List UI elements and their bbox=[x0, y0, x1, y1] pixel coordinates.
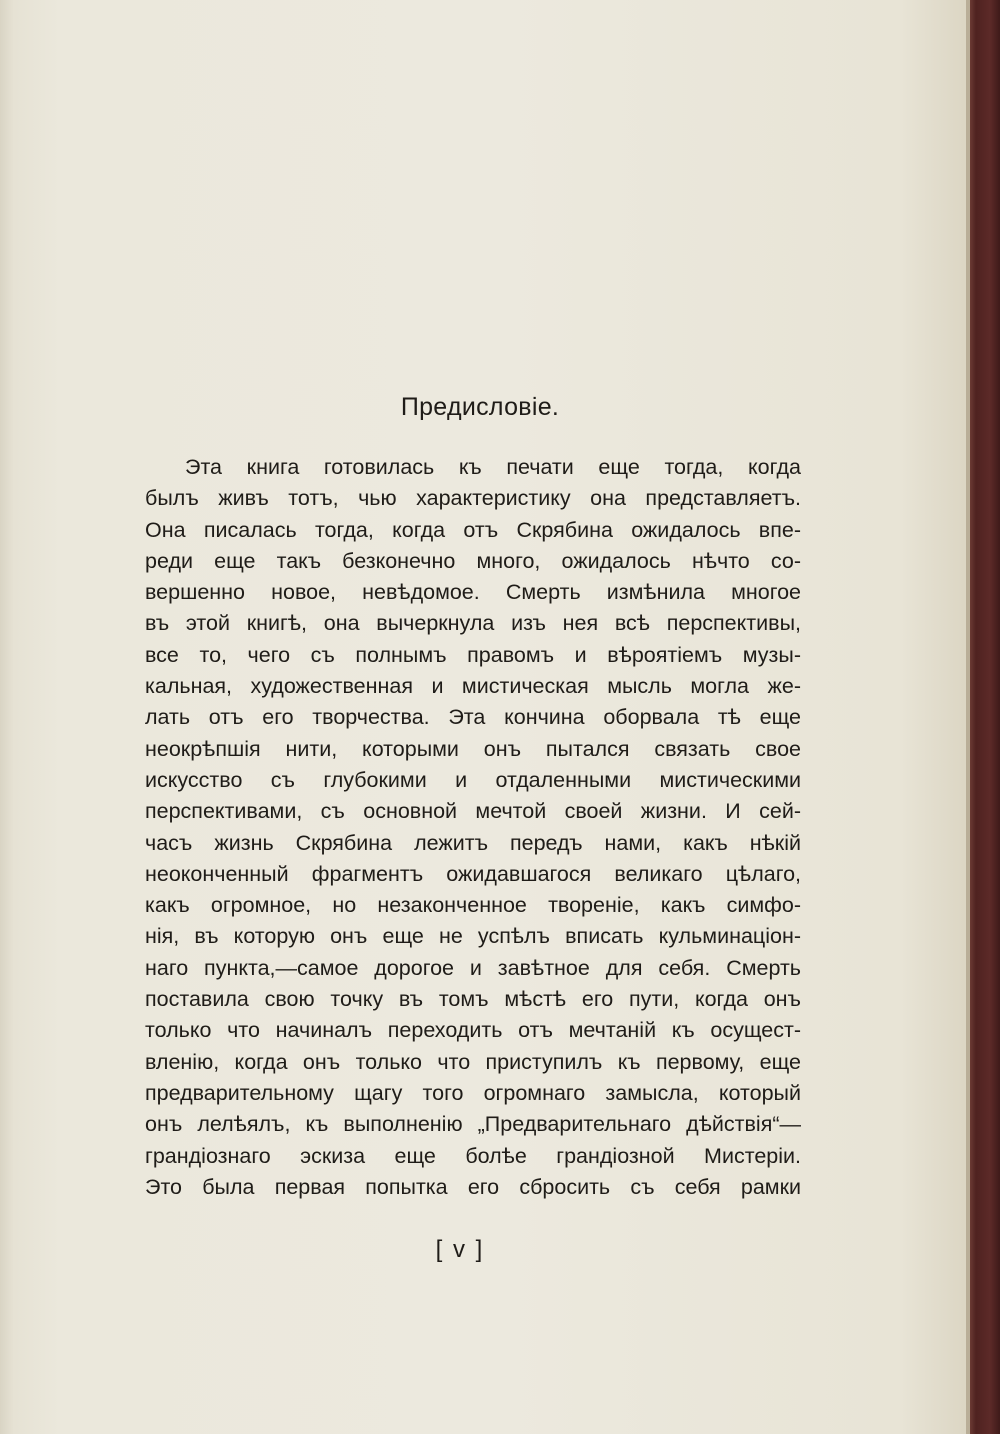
text-line: кальная, художественная и мистическая мысль могла же- bbox=[145, 674, 801, 699]
text-line: былъ живъ тотъ, чью характеристику она представляетъ. bbox=[145, 486, 801, 511]
text-line: вленію, когда онъ только что приступилъ къ первому, еще bbox=[145, 1049, 801, 1074]
text-line: грандіознаго эскиза еще болѣе грандіозной Мистеріи. bbox=[145, 1143, 801, 1168]
text-line: часъ жизнь Скрябина лежитъ передъ нами, какъ нѣкій bbox=[145, 830, 801, 855]
text-line: искусство съ глубокими и отдаленными мистическими bbox=[145, 767, 801, 792]
text-line: реди еще такъ безконечно много, ожидалось нѣчто со- bbox=[145, 548, 801, 573]
text-line: наго пункта,—самое дорогое и завѣтное для себя. Смерть bbox=[145, 955, 801, 980]
text-line: поставила свою точку въ томъ мѣстѣ его пути, когда онъ bbox=[145, 987, 801, 1012]
text-line: лать отъ его творчества. Эта кончина оборвала тѣ еще bbox=[145, 705, 801, 730]
text-line: предварительному щагу того огромнаго замысла, который bbox=[145, 1080, 801, 1105]
text-line: только что начиналъ переходить отъ мечтаній къ осущест- bbox=[145, 1018, 801, 1043]
page-number: [ v ] bbox=[435, 1236, 485, 1263]
text-line: Это была первая попытка его сбросить съ себя рамки bbox=[145, 1174, 801, 1199]
text-line: неокрѣпшія нити, которыми онъ пытался связать свое bbox=[145, 736, 801, 761]
text-line: все то, чего съ полнымъ правомъ и вѣроятіемъ музы- bbox=[145, 642, 801, 667]
text-line: какъ огромное, но незаконченное твореніе, какъ симфо- bbox=[145, 893, 801, 918]
body-text bbox=[145, 452, 801, 1203]
text-line: онъ лелѣялъ, къ выполненію „Предварительнаго дѣйствія“— bbox=[145, 1112, 801, 1137]
book-binding bbox=[970, 0, 1000, 1434]
text-line: Эта книга готовилась къ печати еще тогда, когда bbox=[185, 455, 801, 479]
text-line: Она писалась тогда, когда отъ Скрябина ожидалось впе- bbox=[145, 517, 801, 542]
text-line: вершенно новое, невѣдомое. Смерть измѣнила многое bbox=[145, 580, 801, 605]
text-line: нія, въ которую онъ еще не успѣлъ вписать кульминаціон- bbox=[145, 924, 801, 949]
chapter-title: Предисловіе. bbox=[400, 393, 560, 421]
text-line: перспективами, съ основной мечтой своей жизни. И сей- bbox=[145, 799, 801, 824]
text-line: неоконченный фрагментъ ожидавшагося великаго цѣлаго, bbox=[145, 861, 801, 886]
text-line: въ этой книгѣ, она вычеркнула изъ нея всѣ перспективы, bbox=[145, 611, 801, 636]
